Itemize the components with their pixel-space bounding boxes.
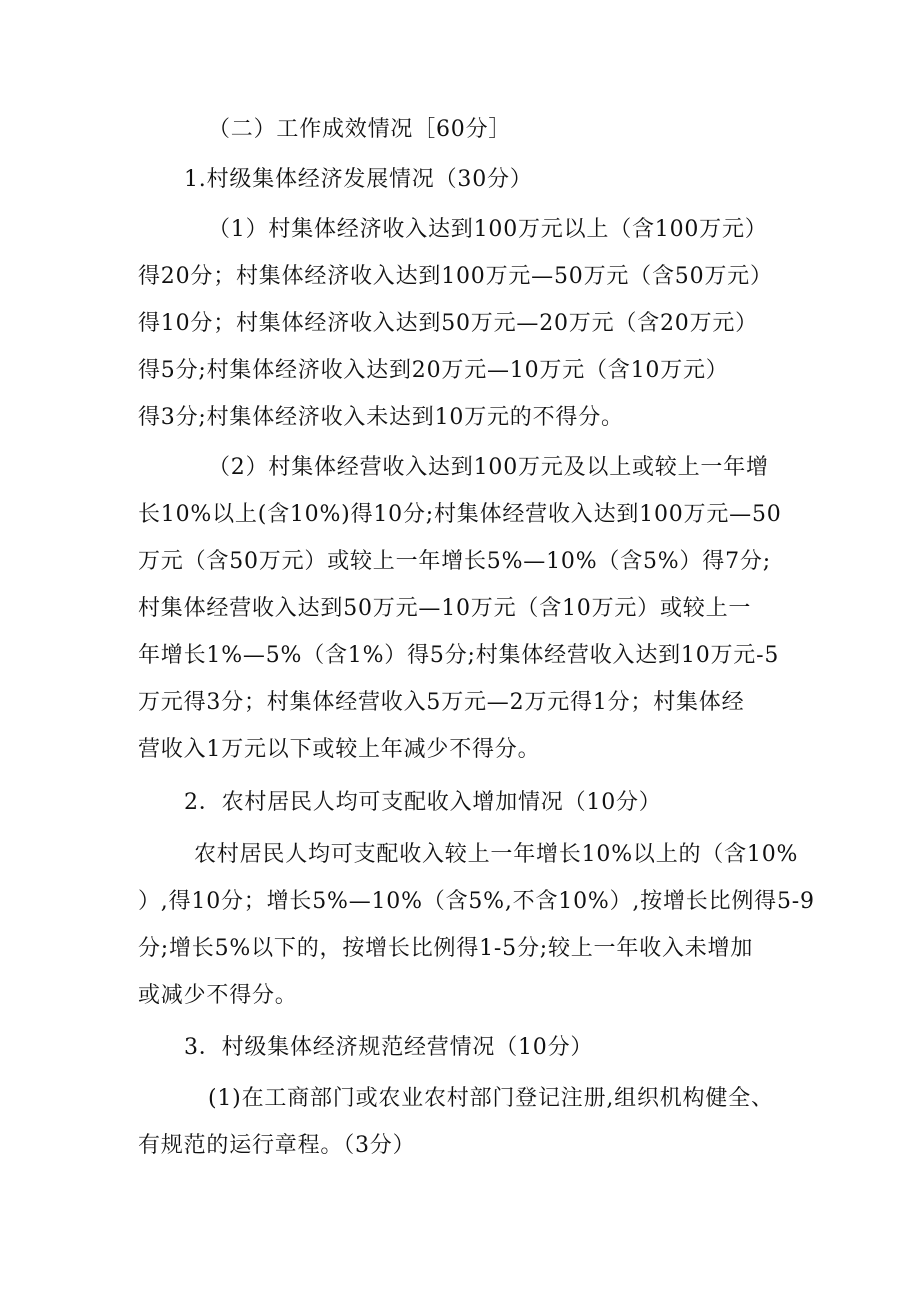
- paragraph-line: 得20分；村集体经济收入达到100万元—50万元（含50万元）: [138, 264, 773, 289]
- subsection-heading-3: 3．村级集体经济规范经营情况（10分）: [184, 1035, 594, 1060]
- paragraph-line: 万元得3分；村集体经营收入5万元—2万元得1分；村集体经: [138, 690, 745, 715]
- paragraph-line: 分;增长5%以下的，按增长比例得1-5分;较上一年收入未增加: [138, 936, 754, 961]
- paragraph-line: 村集体经营收入达到50万元—10万元（含10万元）或较上一: [138, 596, 752, 621]
- paragraph-line: 长10%以上(含10%)得10分;村集体经营收入达到100万元—50: [138, 502, 782, 527]
- paragraph-line: （2）村集体经营收入达到100万元及以上或较上一年增: [208, 455, 769, 480]
- paragraph-line: 年增长1%—5%（含1%）得5分;村集体经营收入达到10万元-5: [138, 643, 780, 668]
- paragraph-line: 得10分；村集体经济收入达到50万元—20万元（含20万元）: [138, 311, 758, 336]
- paragraph-line: (1)在工商部门或农业农村部门登记注册,组织机构健全、: [208, 1086, 774, 1111]
- paragraph-line: （1）村集体经济收入达到100万元以上（含100万元）: [208, 217, 768, 242]
- paragraph-line: ）,得10分；增长5%—10%（含5%,不含10%）,按增长比例得5-9: [138, 889, 815, 914]
- subsection-heading-1: 1.村级集体经济发展情况（30分）: [184, 167, 533, 192]
- section-heading-work-results: （二）工作成效情况［60分］: [208, 117, 512, 142]
- paragraph-line: 或减少不得分。: [138, 983, 298, 1008]
- paragraph-line: 万元（含50万元）或较上一年增长5%—10%（含5%）得7分;: [138, 549, 771, 574]
- paragraph-line: 营收入1万元以下或较上年减少不得分。: [138, 737, 541, 762]
- paragraph-line: 得3分;村集体经济收入未达到10万元的不得分。: [138, 405, 624, 430]
- paragraph-line: 有规范的运行章程。（3分）: [138, 1133, 416, 1158]
- paragraph-line: 得5分;村集体经济收入达到20万元—10万元（含10万元）: [138, 358, 729, 383]
- paragraph-line: 农村居民人均可支配收入较上一年增长10%以上的（含10%: [194, 842, 799, 867]
- subsection-heading-2: 2．农村居民人均可支配收入增加情况（10分）: [184, 790, 662, 815]
